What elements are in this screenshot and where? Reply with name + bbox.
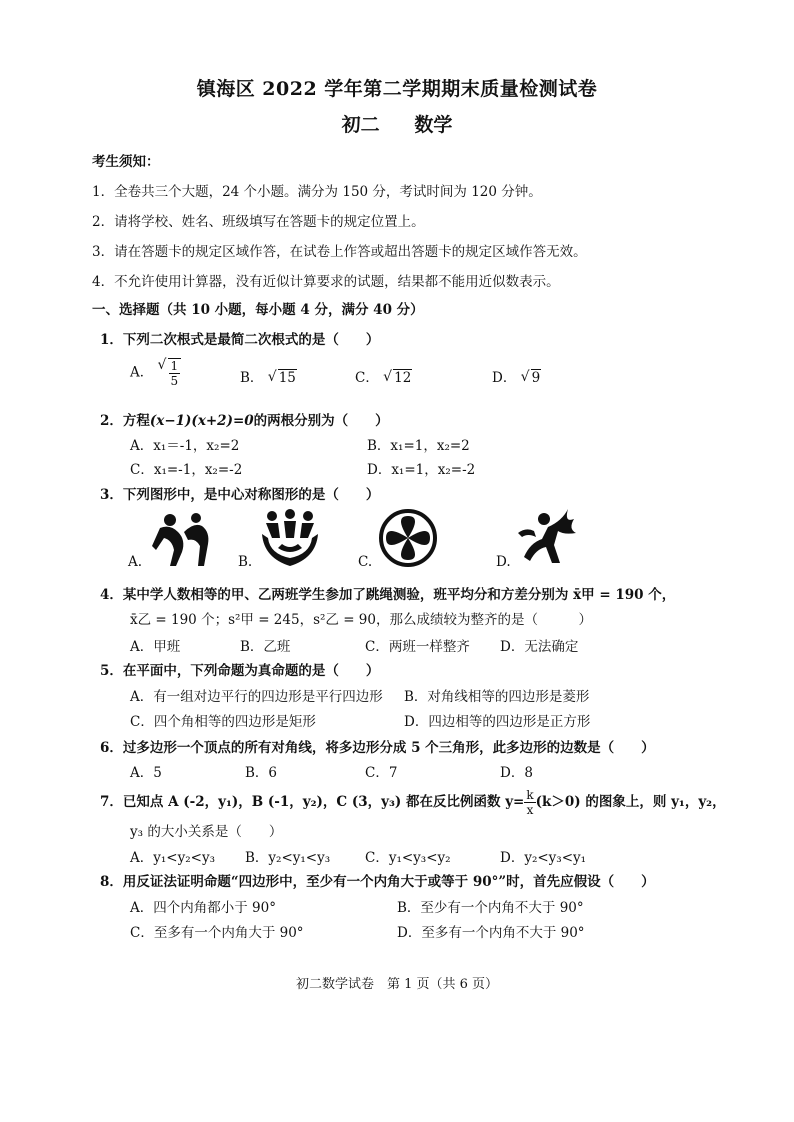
q2-option-c: C．x₁=-1，x₂=-2: [130, 462, 243, 478]
page-footer: 初二数学试卷 第 1 页（共 6 页）: [295, 977, 499, 992]
grade-label: 初二: [341, 114, 380, 136]
q5-option-b: B．对角线相等的四边形是菱形: [404, 689, 590, 705]
q4-line1: 4．某中学人数相等的甲、乙两班学生参加了跳绳测验，班平均分和方差分别为 x̄甲 = 190 个，: [100, 587, 676, 603]
q5-option-c: C．四个角相等的四边形是矩形: [130, 714, 316, 730]
q6-option-b: B．6: [245, 765, 278, 781]
q5-option-d: D．四边相等的四边形是正方形: [404, 714, 591, 730]
q1-b-radicand: 15: [278, 370, 296, 386]
q6-stem: 6．过多边形一个顶点的所有对角线，将多边形分成 5 个三角形，此多边形的边数是（ ）: [100, 740, 655, 756]
q7-option-d: D．y₂<y₃<y₁: [500, 850, 587, 866]
q6-option-d: D．8: [500, 765, 533, 781]
q3-option-c-label: C.: [358, 554, 373, 570]
q1-d-label: D．: [492, 370, 517, 386]
exam-title: 镇海区 2022 学年第二学期期末质量检测试卷: [196, 78, 598, 100]
q2-option-d: D．x₁=1，x₂=-2: [367, 462, 476, 478]
q2-equation: (x−1)(x+2)=0: [149, 413, 254, 429]
subject-label: 数学: [414, 114, 453, 136]
q3-stem: 3．下列图形中，是中心对称图形的是（ ）: [100, 487, 380, 503]
q7-option-a: A．y₁<y₂<y₃: [130, 850, 215, 866]
q4-option-d: D．无法确定: [500, 639, 579, 655]
q7-fraction: $\frac{k}{x}$: [526, 788, 534, 817]
q3-figure-c: [378, 508, 438, 568]
q8-option-a: A．四个内角都小于 90°: [130, 900, 276, 916]
q4-option-a: A．甲班: [130, 639, 181, 655]
q4-option-c: C．两班一样整齐: [365, 639, 470, 655]
q6-option-a: A．5: [130, 765, 162, 781]
section-heading: 一、选择题（共 10 小题，每小题 4 分，满分 40 分）: [92, 302, 424, 318]
q3-figure-a: [148, 510, 218, 568]
q1-d-radicand: 9: [531, 370, 541, 386]
q5-option-a: A．有一组对边平行的四边形是平行四边形: [130, 689, 383, 705]
q3-option-d-label: D.: [496, 554, 511, 570]
q4-option-b: B．乙班: [240, 639, 291, 655]
q7-option-c: C．y₁<y₃<y₂: [365, 850, 451, 866]
q8-option-c: C．至多有一个内角大于 90°: [130, 925, 304, 941]
notice-heading: 考生须知：: [92, 154, 160, 170]
q1-b-label: B．: [240, 370, 264, 386]
exam-subtitle: [0, 110, 794, 137]
q1-option-a: [130, 358, 181, 388]
q7-line2: y₃ 的大小关系是（ ）: [130, 824, 283, 840]
q1-c-label: C．: [355, 370, 379, 386]
q2-stem: 2．方程(x−1)(x+2)=0的两根分别为（ ）: [100, 413, 389, 429]
q7-option-b: B．y₂<y₁<y₃: [245, 850, 331, 866]
q1-a-label: A．: [130, 364, 154, 381]
q1-a-denominator: 5: [170, 374, 179, 388]
q3-figure-b: [258, 508, 322, 570]
q3-figure-d: [514, 505, 580, 567]
notice-item-4: 4．不允许使用计算器，没有近似计算要求的试题，结果都不能用近似数表示。: [92, 274, 560, 290]
q8-stem: 8．用反证法证明命题“四边形中，至少有一个内角大于或等于 90°”时，首先应假设（ ）: [100, 874, 655, 890]
q2-option-a: A．x₁＝-1，x₂=2: [130, 438, 240, 454]
q1-a-numerator: 1: [170, 359, 179, 373]
q1-a-radical: √ $\frac{1}{5}$: [158, 358, 182, 388]
q1-option-d: D． √ 9: [492, 369, 541, 386]
q1-option-b: B． √ 15: [240, 369, 296, 386]
q1-stem: 1．下列二次根式是最简二次根式的是（ ）: [100, 332, 380, 348]
notice-item-2: 2．请将学校、姓名、班级填写在答题卡的规定位置上。: [92, 214, 425, 230]
q8-option-b: B．至少有一个内角不大于 90°: [397, 900, 584, 916]
q6-option-c: C．7: [365, 765, 398, 781]
q3-option-a-label: A.: [128, 554, 143, 570]
q1-option-c: C． √ 12: [355, 369, 412, 386]
q2-option-b: B．x₁=1，x₂=2: [367, 438, 470, 454]
q8-option-d: D．至多有一个内角不大于 90°: [397, 925, 585, 941]
q7-line1: 7．已知点 A (-2，y₁)，B (-1，y₂)，C (3，y₃) 都在反比例函数 y= $\frac{k}{x}$ (k＞0) 的图象上，则 y₁，y₂，: [100, 788, 726, 817]
notice-item-1: 1．全卷共三个大题，24 个小题。满分为 150 分，考试时间为 120 分钟。: [92, 184, 542, 200]
q1-c-radicand: 12: [394, 370, 412, 386]
q5-stem: 5．在平面中，下列命题为真命题的是（ ）: [100, 663, 380, 679]
notice-item-3: 3．请在答题卡的规定区域作答，在试卷上作答或超出答题卡的规定区域作答无效。: [92, 244, 587, 260]
q4-line2: x̄乙 = 190 个；s²甲 = 245，s²乙 = 90，那么成绩较为整齐的是（ ）: [130, 612, 592, 628]
q3-option-b-label: B.: [238, 554, 253, 570]
